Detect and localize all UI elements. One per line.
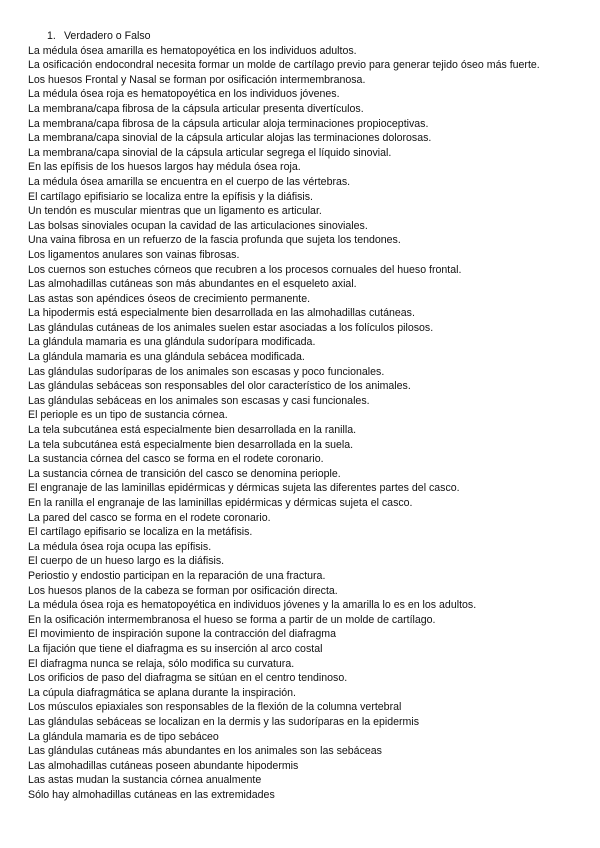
statement-item: Las glándulas sebáceas en los animales son escasas y casi funcionales. — [28, 394, 370, 407]
statement-item: Las almohadillas cutáneas poseen abundante hipodermis — [28, 759, 299, 772]
statement-item: La sustancia córnea del casco se forma en el rodete coronario. — [28, 453, 324, 466]
statement-item: La membrana/capa sinovial de la cápsula articular segrega el líquido sinovial. — [28, 146, 392, 159]
section-heading — [28, 29, 588, 44]
statement-item: Los ligamentos anulares son vainas fibrosas. — [28, 248, 240, 261]
statement-item: La hipodermis está especialmente bien desarrollada en las almohadillas cutáneas. — [28, 307, 415, 320]
statement-item: La médula ósea roja es hematopoyética en los individuos jóvenes. — [28, 88, 340, 101]
statement-item: La tela subcutánea está especialmente bien desarrollada en la suela. — [28, 438, 354, 451]
statement-item: La membrana/capa fibrosa de la cápsula articular presenta divertículos. — [28, 102, 364, 115]
statement-item: La médula ósea amarilla es hematopoyética en los individuos adultos. — [28, 44, 357, 57]
statement-item: Las glándulas sebáceas son responsables del olor característico de los animales. — [28, 380, 411, 393]
statement-item: La sustancia córnea de transición del casco se denomina periople. — [28, 467, 341, 480]
statement-list — [28, 44, 588, 803]
statement-item: La pared del casco se forma en el rodete coronario. — [28, 511, 271, 524]
statement-item: Sólo hay almohadillas cutáneas en las extremidades — [28, 788, 275, 801]
statement-item: El cartílago epifisario se localiza en la metáfisis. — [28, 526, 253, 539]
statement-item: La glándula mamaria es una glándula sebácea modificada. — [28, 351, 305, 364]
statement-item: La tela subcutánea está especialmente bien desarrollada en la ranilla. — [28, 424, 357, 437]
document-page — [28, 29, 588, 802]
statement-item: La membrana/capa sinovial de la cápsula articular alojas las terminaciones dolorosas. — [28, 132, 432, 145]
statement-item: El diafragma nunca se relaja, sólo modifica su curvatura. — [28, 657, 295, 670]
statement-item: Periostio y endostio participan en la reparación de una fractura. — [28, 569, 326, 582]
statement-item: La fijación que tiene el diafragma es su inserción al arco costal — [28, 642, 323, 655]
statement-item: El cuerpo de un hueso largo es la diáfisis. — [28, 555, 225, 568]
statement-item: Una vaina fibrosa en un refuerzo de la fascia profunda que sujeta los tendones. — [28, 234, 401, 247]
statement-item: Los huesos planos de la cabeza se forman por osificación directa. — [28, 584, 338, 597]
statement-item: Las almohadillas cutáneas son más abundantes en el esqueleto axial. — [28, 278, 357, 291]
statement-item: Las bolsas sinoviales ocupan la cavidad de las articulaciones sinoviales. — [28, 219, 368, 232]
statement-item: En la osificación intermembranosa el hueso se forma a partir de un molde de cartílago. — [28, 613, 436, 626]
statement-item: La médula ósea amarilla se encuentra en el cuerpo de las vértebras. — [28, 175, 351, 188]
statement-item: El movimiento de inspiración supone la contracción del diafragma — [28, 628, 336, 641]
statement-item: La cúpula diafragmática se aplana durante la inspiración. — [28, 686, 296, 699]
statement-item: La médula ósea roja ocupa las epífisis. — [28, 540, 212, 553]
statement-item: El engranaje de las laminillas epidérmicas y dérmicas sujeta las diferentes partes del casco. — [28, 482, 460, 495]
statement-item: La glándula mamaria es de tipo sebáceo — [28, 730, 219, 743]
statement-item: Las glándulas cutáneas de los animales suelen estar asociadas a los folículos pilosos. — [28, 321, 434, 334]
statement-item: Los orificios de paso del diafragma se sitúan en el centro tendinoso. — [28, 672, 348, 685]
statement-item: El periople es un tipo de sustancia córnea. — [28, 409, 228, 422]
statement-item: En las epífisis de los huesos largos hay médula ósea roja. — [28, 161, 301, 174]
statement-item: Las glándulas cutáneas más abundantes en los animales son las sebáceas — [28, 745, 382, 758]
statement-item: Un tendón es muscular mientras que un ligamento es articular. — [28, 205, 322, 218]
statement-item: Las glándulas sudoríparas de los animales son escasas y poco funcionales. — [28, 365, 385, 378]
statement-item: Los huesos Frontal y Nasal se forman por osificación intermembranosa. — [28, 73, 366, 86]
statement-item: La glándula mamaria es una glándula sudorípara modificada. — [28, 336, 316, 349]
statement-item: La membrana/capa fibrosa de la cápsula articular aloja terminaciones propioceptivas. — [28, 117, 429, 130]
statement-item: El cartílago epifisiario se localiza entre la epífisis y la diáfisis. — [28, 190, 313, 203]
statement-item: Los cuernos son estuches córneos que recubren a los procesos cornuales del hueso frontal. — [28, 263, 462, 276]
statement-item: En la ranilla el engranaje de las laminillas epidérmicas y dérmicas sujeta el casco. — [28, 497, 413, 509]
statement-item: Las astas mudan la sustancia córnea anualmente — [28, 774, 262, 787]
statement-item: Los músculos epiaxiales son responsables de la flexión de la columna vertebral — [28, 701, 402, 714]
section-number: 1. — [47, 30, 56, 42]
statement-item: Las glándulas sebáceas se localizan en la dermis y las sudoríparas en la epidermis — [28, 715, 420, 728]
statement-item: La médula ósea roja es hematopoyética en individuos jóvenes y la amarilla lo es en los adultos. — [28, 599, 477, 612]
section-title: Verdadero o Falso — [63, 30, 151, 42]
statement-item: Las astas son apéndices óseos de crecimiento permanente. — [28, 292, 311, 305]
statement-item: La osificación endocondral necesita formar un molde de cartílago previo para generar tejido óseo más fuerte. — [28, 59, 540, 72]
